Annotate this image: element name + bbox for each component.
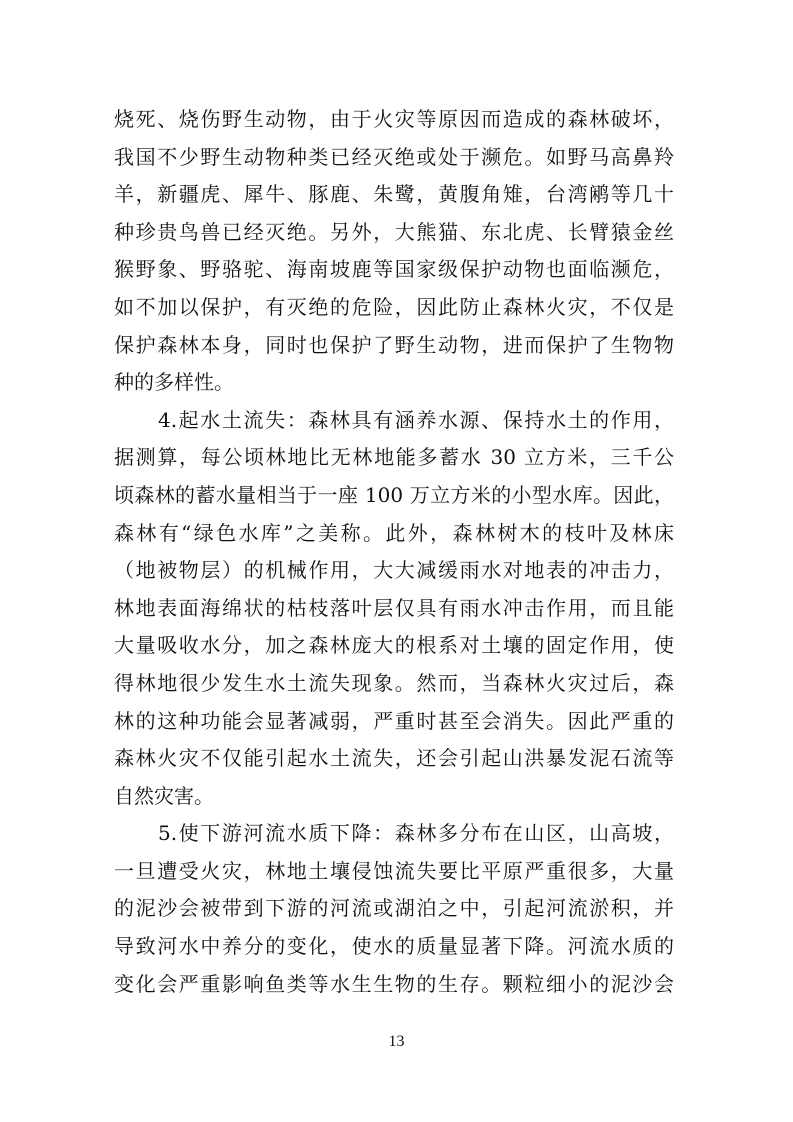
text-line: 森林有“绿色水库”之美称。此外，森林树木的枝叶及林床 [114,520,674,545]
text-line: 导致河水中养分的变化，使水的质量显著下降。河流水质的 [114,934,674,959]
text-line: 如不加以保护，有灭绝的危险，因此防止森林火灾，不仅是 [114,294,674,319]
paragraph-soil-erosion [114,402,674,816]
text-line: 大量吸收水分，加之森林庞大的根系对土壤的固定作用，使 [114,633,674,658]
paragraph-wildlife [114,101,674,402]
text-line: 猴野象、野骆驼、海南坡鹿等国家级保护动物也面临濒危， [114,257,674,282]
text-line: （地被物层）的机械作用，大大减缓雨水对地表的冲击力， [114,558,674,583]
text-line: 据测算，每公顷林地比无林地能多蓄水 30 立方米，三千公 [114,445,674,470]
text-line: 一旦遭受火灾，林地土壤侵蚀流失要比平原严重很多，大量 [114,858,674,883]
text-line: 变化会严重影响鱼类等水生生物的生存。颗粒细小的泥沙会 [114,971,674,996]
text-line: 羊，新疆虎、犀牛、豚鹿、朱鹭，黄腹角雉，台湾鹇等几十 [114,182,674,207]
text-line: 种珍贵鸟兽已经灭绝。另外，大熊猫、东北虎、长臂猿金丝 [114,219,674,244]
text-line: 保护森林本身，同时也保护了野生动物，进而保护了生物物 [114,332,674,357]
text-line: 烧死、烧伤野生动物，由于火灾等原因而造成的森林破坏， [114,107,674,131]
text-line: 4.起水土流失：森林具有涵养水源、保持水土的作用， [158,407,674,432]
text-line: 的泥沙会被带到下游的河流或湖泊之中，引起河流淤积，并 [114,896,674,921]
text-line: 我国不少野生动物种类已经灭绝或处于濒危。如野马高鼻羚 [114,144,674,169]
text-line: 5.使下游河流水质下降：森林多分布在山区，山高坡， [158,821,674,846]
text-line: 林地表面海绵状的枯枝落叶层仅具有雨水冲击作用，而且能 [114,595,674,620]
text-line: 得林地很少发生水土流失现象。然而，当森林火灾过后，森 [114,670,674,695]
paragraph-water-quality [114,815,674,1003]
text-line: 林的这种功能会显著减弱，严重时甚至会消失。因此严重的 [114,708,674,733]
body-text [114,101,674,1003]
page-number: 13 [388,1033,405,1050]
text-line: 种的多样性。 [114,370,234,395]
text-line: 森林火灾不仅能引起水土流失，还会引起山洪暴发泥石流等 [114,746,674,771]
text-line: 自然灾害。 [114,783,214,808]
text-line: 顷森林的蓄水量相当于一座 100 万立方米的小型水库。因此， [114,482,674,507]
